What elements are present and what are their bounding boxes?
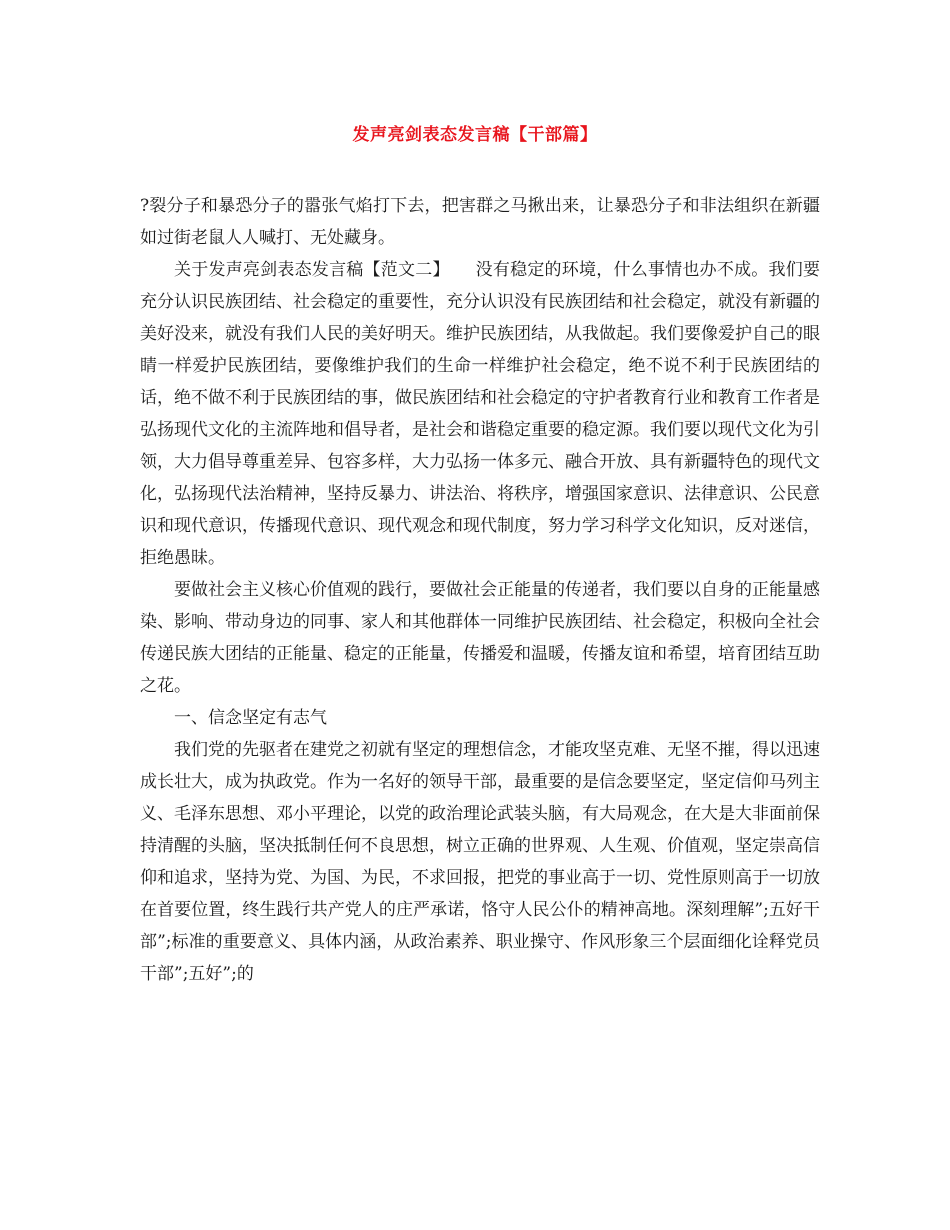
paragraph-continuation: ?裂分子和暴恐分子的嚣张气焰打下去，把害群之马揪出来，让暴恐分子和非法组织在新疆如过街老鼠人人喊打、无处藏身。 bbox=[140, 196, 820, 248]
section-heading-faith: 一、信念坚定有志气 bbox=[174, 708, 327, 728]
document-body bbox=[140, 190, 820, 990]
document-title: 发声亮剑表态发言稿【干部篇】 bbox=[352, 125, 598, 145]
paragraph-example-two: 关于发声亮剑表态发言稿【范文二】 没有稳定的环境，什么事情也办不成。我们要充分认识民族团结、社会稳定的重要性，充分认识没有民族团结和社会稳定，就没有新疆的美好没来，就没有我们人民的美好明天。维护民族团结，从我做起。我们要像爱护自己的眼睛一样爱护民族团结，要像维护我们的生命一样维护社会稳定，绝不说不利于民族团结的话，绝不做不利于民族团结的事，做民族团结和社会稳定的守护者教育行业和教育工作者是弘扬现代文化的主流阵地和倡导者，是社会和谐稳定重要的稳定源。我们要以现代文化为引领，大力倡导尊重差异、包容多样，大力弘扬一体多元、融合开放、具有新疆特色的现代文化，弘扬现代法治精神，坚持反暴力、讲法治、将秩序，增强国家意识、法律意识、公民意识和现代意识，传播现代意识、现代观念和现代制度，努力学习科学文化知识，反对迷信，拒绝愚昧。 bbox=[140, 260, 820, 568]
paragraph-core-values: 要做社会主义核心价值观的践行，要做社会正能量的传递者，我们要以自身的正能量感染、影响、带动身边的同事、家人和其他群体一同维护民族团结、社会稳定，积极向全社会传递民族大团结的正能量、稳定的正能量，传播爱和温暖，传播友谊和希望，培育团结互助之花。 bbox=[140, 580, 820, 696]
paragraph-party-pioneers: 我们党的先驱者在建党之初就有坚定的理想信念，才能攻坚克难、无坚不摧，得以迅速成长壮大，成为执政党。作为一名好的领导干部，最重要的是信念要坚定，坚定信仰马列主义、毛泽东思想、邓小平理论，以党的政治理论武装头脑，有大局观念，在大是大非面前保持清醒的头脑，坚决抵制任何不良思想，树立正确的世界观、人生观、价值观，坚定崇高信仰和追求，坚持为党、为国、为民，不求回报，把党的事业高于一切、党性原则高于一切放在首要位置，终生践行共产党人的庄严承诺，恪守人民公仆的精神高地。深刻理解”;五好干部”;标准的重要意义、具体内涵，从政治素养、职业操守、作风形象三个层面细化诠释党员干部”;五好”;的 bbox=[140, 740, 820, 984]
